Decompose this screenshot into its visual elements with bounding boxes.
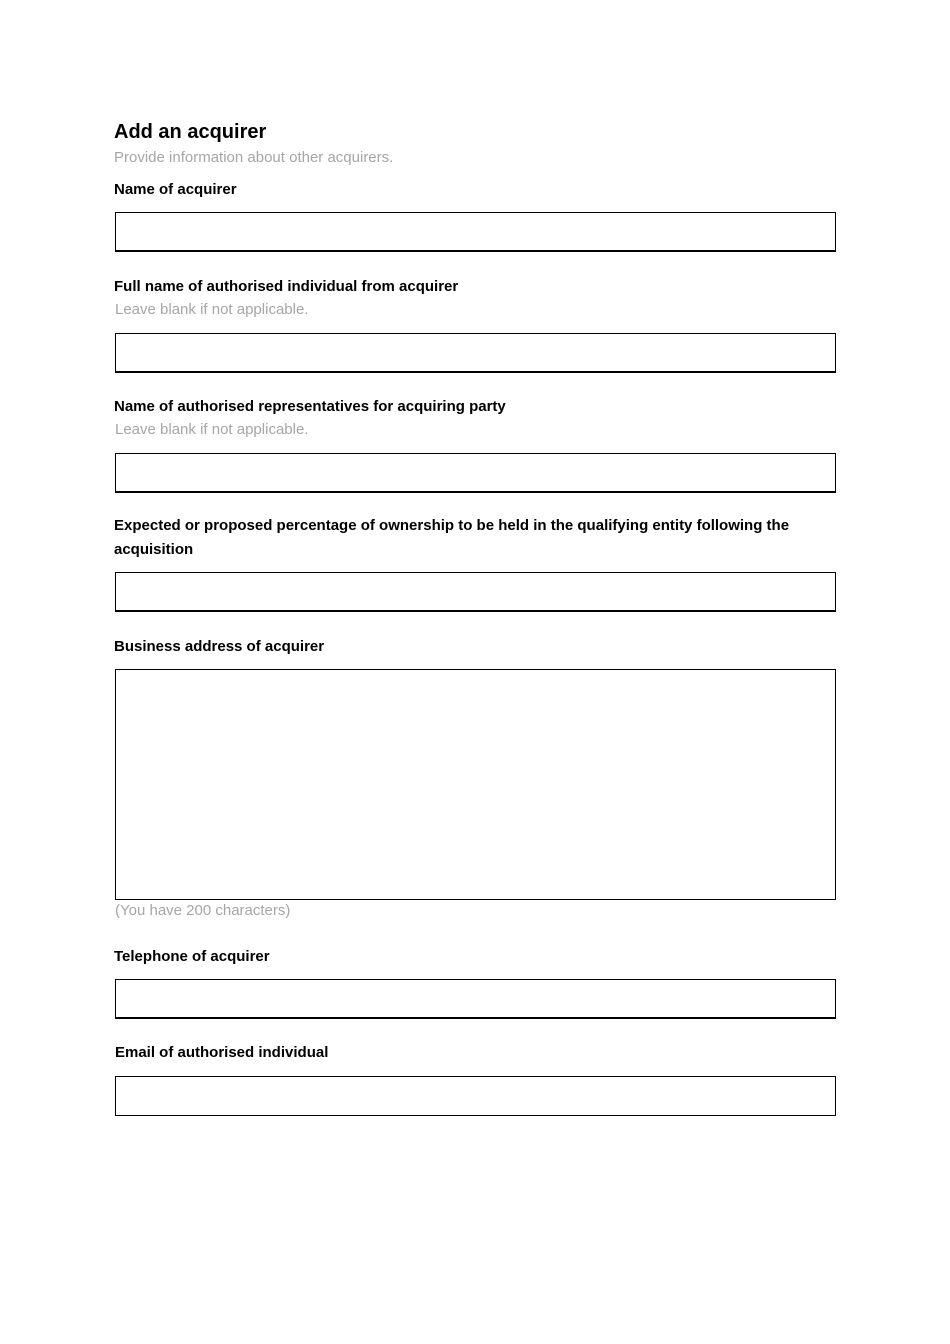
- acquirer-form: [114, 118, 836, 1061]
- authorised-individual-hint: Leave blank if not applicable.: [115, 301, 309, 318]
- email-label: Email of authorised individual: [115, 1044, 329, 1061]
- email-input[interactable]: [115, 1076, 836, 1116]
- field-telephone: [114, 945, 836, 1019]
- ownership-percentage-input[interactable]: [115, 572, 836, 612]
- field-email: [114, 1041, 836, 1116]
- field-name-of-acquirer: [114, 178, 836, 252]
- business-address-textarea[interactable]: [115, 669, 836, 900]
- telephone-input[interactable]: [115, 979, 836, 1019]
- authorised-representatives-hint: Leave blank if not applicable.: [115, 421, 309, 438]
- page-subtitle: Provide information about other acquirers.: [114, 149, 394, 166]
- page-title: Add an acquirer: [114, 121, 267, 143]
- business-address-character-counter: (You have 200 characters): [115, 902, 291, 919]
- field-ownership-percentage: [114, 514, 836, 612]
- business-address-label: Business address of acquirer: [114, 638, 325, 655]
- name-of-acquirer-input[interactable]: [115, 212, 836, 252]
- field-business-address: [114, 635, 836, 922]
- name-of-acquirer-label: Name of acquirer: [114, 181, 237, 198]
- ownership-percentage-label: Expected or proposed percentage of ownership to be held in the qualifying entity following the acquisition: [114, 517, 790, 558]
- telephone-label: Telephone of acquirer: [114, 948, 270, 965]
- field-authorised-representatives: [114, 395, 836, 493]
- authorised-representatives-input[interactable]: [115, 453, 836, 493]
- authorised-representatives-label: Name of authorised representatives for acquiring party: [114, 398, 506, 415]
- field-authorised-individual: [114, 275, 836, 373]
- authorised-individual-label: Full name of authorised individual from acquirer: [114, 278, 459, 295]
- authorised-individual-input[interactable]: [115, 333, 836, 373]
